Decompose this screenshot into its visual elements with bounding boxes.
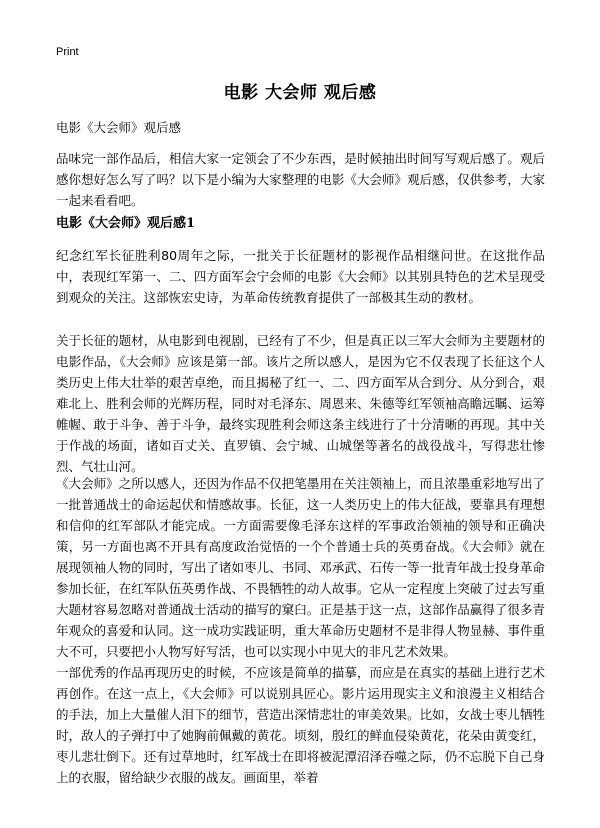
document-subtitle: 电影《大会师》观后感: [56, 120, 182, 135]
intro-paragraph: 品味完一部作品后，相信大家一定领会了不少东西，是时候抽出时间写写观后感了。观后感你想好怎么写了吗？以下是小编为大家整理的电影《大会师》观后感，仅供参考，大家一起来看看吧。: [56, 151, 545, 208]
section-heading: 电影《大会师》观后感1: [56, 216, 196, 231]
body-paragraph-4: 一部优秀的作品再现历史的时候，不应该是简单的描摹，而应是在真实的基础上进行艺术再创作。在这一点上，《大会师》可以说别具匠心。影片运用现实主义和浪漫主义相结合的手法，加上大量催人泪下的细节，营造出深情悲壮的审美效果。比如，女战士枣儿牺牲时，敌人的子弹打中了她胸前佩戴的黄花。顷刻，殷红的鲜血侵染黄花，花朵由黄变红，枣儿悲壮倒下。还有过草地时，红军战士在即将被泥潭沼泽吞噬之际，仍不忘脱下自己身上的衣服，留给缺少衣服的战友。画面里，举着: [56, 665, 545, 785]
body-paragraph-2: 关于长征的题材，从电影到电视剧，已经有了不少，但是真正以三军大会师为主要题材的电影作品，《大会师》应该是第一部。该片之所以感人，是因为它不仅表现了长征这个人类历史上伟大壮举的艰苦卓绝，而且揭秘了红一、二、四方面军从合到分、从分到合，艰难北上、胜利会师的光辉历程，同时对毛泽东、周恩来、朱德等红军领袖高瞻远瞩、运筹帷幄、敢于斗争、善于斗争，最终实现胜利会师这条主线进行了十分清晰的再现。其中关于作战的场面，诸如百丈关、直罗镇、会宁城、山城堡等著名的战役战斗，写得悲壮惨烈、气壮山河。: [56, 333, 545, 474]
page-title: 电影 大会师 观后感: [223, 83, 377, 103]
print-link[interactable]: Print: [56, 46, 79, 58]
body-paragraph-3: 《大会师》之所以感人，还因为作品不仅把笔墨用在关注领袖上，而且浓墨重彩地写出了一批普通战士的命运起伏和情感故事。长征，这一人类历史上的伟大征战，要靠具有理想和信仰的红军部队才能完成。一方面需要像毛泽东这样的军事政治领袖的领导和正确决策，另一方面也离不开具有高度政治觉悟的一个个普通士兵的英勇奋战。《大会师》就在展现领袖人物的同时，写出了诸如枣儿、书同、邓承武、石传一等一批青年战士投身革命参加长征，在红军队伍英勇作战、不畏牺牲的动人故事。它从一定程度上突破了过去写重大题材容易忽略对普通战士活动的描写的窠臼。正是基于这一点，这部作品赢得了很多青年观众的喜爱和认同。这一成功实践证明，重大革命历史题材不是非得人物显赫、事件重大不可，只要把小人物写好写活，也可以实现小中见大的非凡艺术效果。: [56, 476, 545, 659]
body-paragraph-1: 纪念红军长征胜利80周年之际，一批关于长征题材的影视作品相继问世。在这批作品中，表现红军第一、二、四方面军会宁会师的电影《大会师》以其别具特色的艺术呈现受到观众的关注。这部恢宏史诗，为革命传统教育提供了一部极其生动的教材。: [56, 248, 545, 305]
